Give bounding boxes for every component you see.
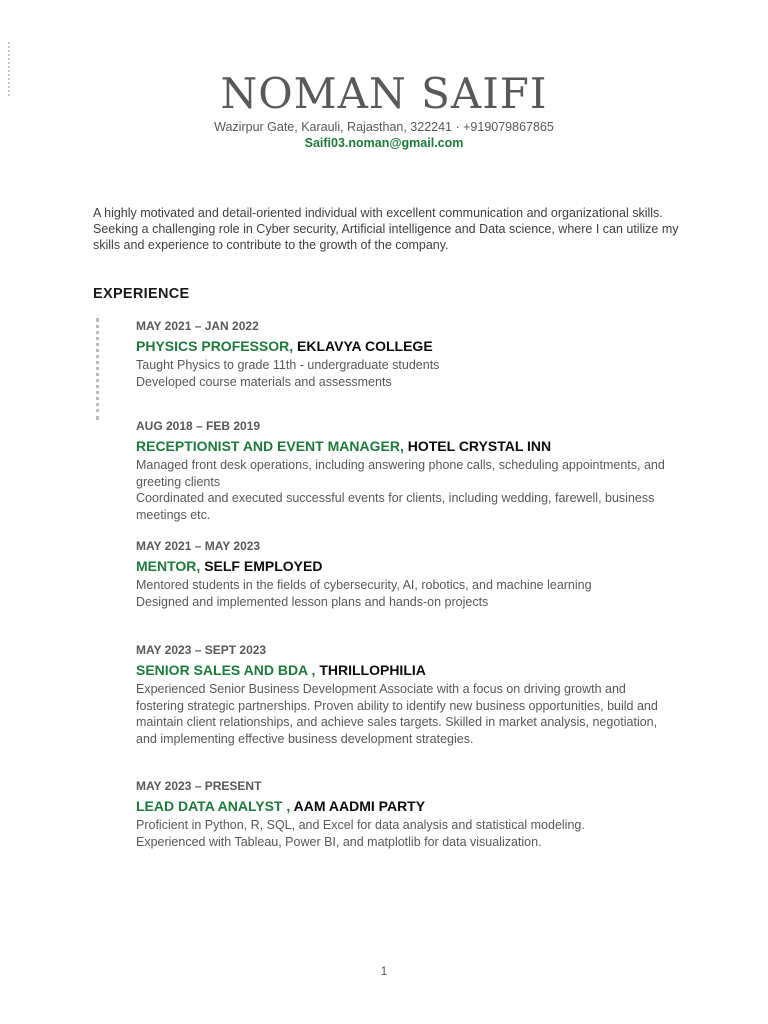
job-entry [136, 319, 676, 390]
job-description [136, 577, 676, 610]
contact-info: Wazirpur Gate, Karauli, Rajasthan, 322241 · +919079867865 [214, 120, 554, 134]
job-role: LEAD DATA ANALYST , [136, 798, 291, 814]
job-role: MENTOR, [136, 558, 201, 574]
job-dates: MAY 2023 – PRESENT [136, 779, 262, 793]
job-line: Managed front desk operations, including answering phone calls, scheduling appointments, and greeting clients [136, 458, 665, 489]
job-company: HOTEL CRYSTAL INN [407, 438, 552, 454]
job-line: Designed and implemented lesson plans and hands-on projects [136, 594, 489, 609]
job-company: AAM AADMI PARTY [293, 798, 426, 814]
experience-heading: EXPERIENCE [93, 286, 190, 302]
job-role: PHYSICS PROFESSOR, [136, 338, 294, 354]
job-line: Coordinated and executed successful events for clients, including wedding, farewell, business meetings etc. [136, 491, 655, 522]
job-description [136, 817, 676, 850]
job-line: Mentored students in the fields of cybersecurity, AI, robotics, and machine learning [136, 578, 592, 592]
job-title-line [136, 796, 676, 816]
job-entry [136, 779, 676, 850]
job-dates: MAY 2023 – SEPT 2023 [136, 643, 267, 657]
job-line: Experienced Senior Business Development Associate with a focus on driving growth and fostering strategic partnerships. Proven ability to identify new business opportunities, build and maintain client relationships, and achieve sales targets. Skilled in market analysis, negotiation, and implementing effective business development strategies. [136, 682, 658, 746]
job-description [136, 357, 676, 390]
job-entry [136, 419, 676, 523]
job-company: SELF EMPLOYED [204, 558, 323, 574]
job-role: RECEPTIONIST AND EVENT MANAGER, [136, 438, 404, 454]
job-role: SENIOR SALES AND BDA , [136, 662, 316, 678]
job-title-line [136, 660, 676, 680]
job-company: THRILLOPHILIA [319, 662, 426, 678]
page-number: 1 [380, 964, 388, 978]
job-line: Taught Physics to grade 11th - undergraduate students [136, 358, 440, 372]
job-company: EKLAVYA COLLEGE [297, 338, 433, 354]
timeline-marker [96, 318, 101, 420]
candidate-name: NOMAN SAIFI [220, 69, 548, 118]
job-line: Experienced with Tableau, Power BI, and matplotlib for data visualization. [136, 834, 542, 849]
job-dates: MAY 2021 – MAY 2023 [136, 539, 261, 553]
job-title-line [136, 556, 676, 576]
job-description [136, 457, 676, 523]
job-dates: AUG 2018 – FEB 2019 [136, 419, 261, 433]
job-title-line [136, 436, 676, 456]
job-entry [136, 539, 676, 610]
job-title-line [136, 336, 676, 356]
job-line: Proficient in Python, R, SQL, and Excel for data analysis and statistical modeling. [136, 818, 585, 832]
email-link[interactable]: Saifi03.noman@gmail.com [304, 136, 464, 150]
job-dates: MAY 2021 – JAN 2022 [136, 319, 259, 333]
job-description [136, 681, 676, 747]
resume-header [0, 68, 768, 152]
job-entry [136, 643, 676, 747]
profile-summary: A highly motivated and detail-oriented individual with excellent communication and organizational skills. Seeking a challenging role in Cyber security, Artificial intelligence and Data science, where I can utilize my skills and experience to contribute to the growth of the company. [93, 206, 679, 252]
job-line: Developed course materials and assessments [136, 374, 392, 389]
